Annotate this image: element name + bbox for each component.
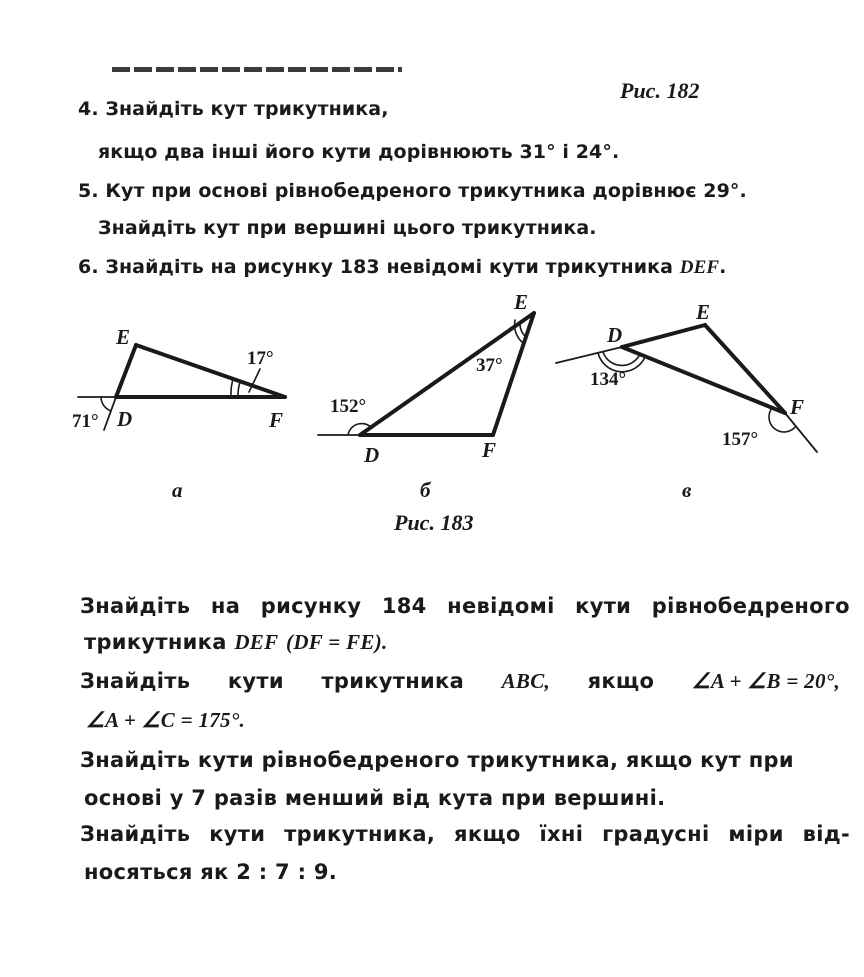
vertex-label-d: D [607, 323, 623, 347]
problem-9-line-2: основі у 7 разів менший від кута при вершині. [84, 786, 666, 810]
word: трикутника [84, 630, 227, 654]
problem-text: Знайдіть кут трикутника, [105, 98, 389, 120]
word: міри [728, 822, 784, 846]
problem-5-line-2: Знайдіть кут при вершині цього трикутника. [98, 217, 597, 239]
angle-label: 134° [590, 369, 627, 390]
side-condition: (DF = FE). [286, 630, 388, 654]
word: рисунку [260, 594, 362, 618]
vertex-label-d: D [364, 443, 380, 467]
vertex-label-f: F [790, 395, 805, 419]
triangle-name: DEF [234, 630, 279, 654]
problem-number: 5. [78, 180, 99, 202]
vertex-label-f: F [269, 408, 284, 432]
word: на [210, 594, 241, 618]
word: Знайдіть [80, 594, 191, 618]
angle-label: 17° [247, 348, 274, 369]
period: . [719, 256, 727, 278]
subfigure-label: в [682, 478, 692, 502]
vertex-label-f: F [482, 438, 497, 462]
problem-9-line-1: Знайдіть кути рівнобедреного трикутника, якщо кут при [80, 748, 794, 772]
problem-number: 6. [78, 256, 99, 278]
vertex-label-e: E [514, 290, 529, 314]
problem-6-line [78, 256, 726, 279]
word: рівнобедреного [651, 594, 850, 618]
triangle-name: ABC, [501, 669, 551, 693]
triangle-name: DEF [679, 257, 720, 278]
problem-10-line-1 [80, 822, 850, 846]
word: трикутника, [284, 822, 436, 846]
angle-condition: ∠A + ∠B = 20°, [691, 669, 840, 693]
problem-4-line-2: якщо два інші його кути дорівнюють 31° і 24°. [98, 141, 620, 163]
word: якщо [587, 669, 655, 693]
problem-10-line-2: носяться як 2 : 7 : 9. [84, 860, 338, 884]
problem-text: Знайдіть на рисунку 183 невідомі кути трикутника [105, 256, 674, 278]
problem-number: 4. [78, 98, 99, 120]
word: невідомі [447, 594, 555, 618]
problem-8-line-1 [80, 669, 840, 694]
word: Знайдіть [80, 669, 191, 693]
problem-7-line-1 [80, 594, 850, 618]
figure-caption-182: Рис. 182 [620, 78, 700, 103]
vertex-label-e: E [116, 325, 131, 349]
figure-caption-183: Рис. 183 [394, 510, 474, 535]
subfigure-label: а [172, 478, 183, 502]
angle-label: 71° [72, 411, 99, 432]
vertex-label-d: D [117, 407, 133, 431]
problem-8-line-2 [86, 708, 245, 733]
subfigure-label: б [420, 478, 431, 502]
problem-7-line-2 [84, 630, 388, 655]
word: кути [227, 669, 284, 693]
figure-183 [0, 285, 864, 545]
word: їхні [539, 822, 584, 846]
word: градусні [602, 822, 710, 846]
word: Знайдіть [80, 822, 191, 846]
problem-5-line-1 [78, 180, 747, 202]
problem-4-line-1 [78, 98, 389, 120]
cropped-text-fragment [112, 58, 402, 72]
word: 184 [381, 594, 427, 618]
word: кути [209, 822, 266, 846]
angle-condition: ∠A + ∠C = 175°. [86, 708, 246, 732]
angle-label: 37° [476, 355, 503, 376]
word: трикутника [321, 669, 465, 693]
word: кути [575, 594, 632, 618]
word: якщо [454, 822, 521, 846]
vertex-label-e: E [696, 300, 711, 324]
angle-label: 152° [330, 396, 367, 417]
angle-label: 157° [722, 429, 759, 450]
problem-text: Кут при основі рівнобедреного трикутника дорівнює 29°. [105, 180, 747, 202]
word: від- [802, 822, 850, 846]
